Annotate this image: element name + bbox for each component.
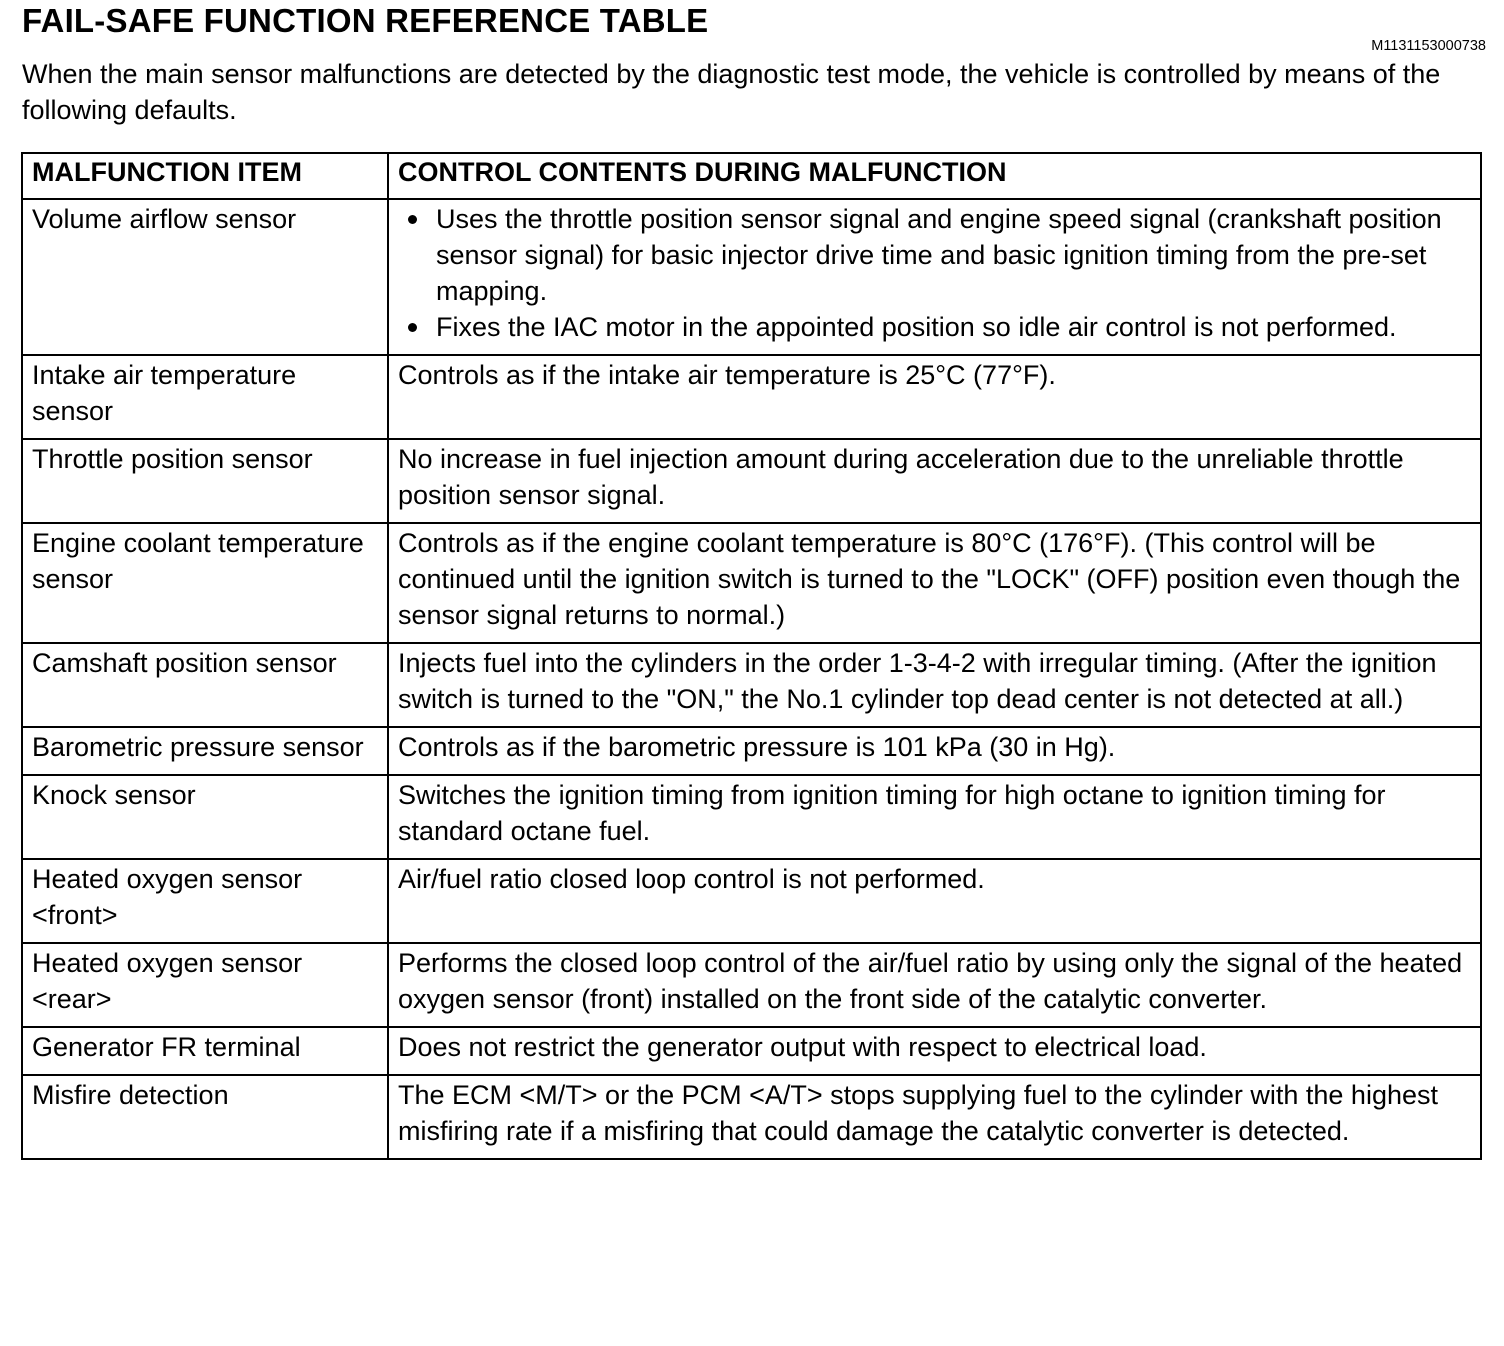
table-row: [22, 199, 1481, 355]
control-contents-cell: No increase in fuel injection amount during acceleration due to the unreliable throttle position sensor signal.: [388, 439, 1481, 523]
control-contents-cell: Controls as if the intake air temperature is 25°C (77°F).: [388, 355, 1481, 439]
malfunction-item-cell: Misfire detection: [22, 1075, 388, 1159]
bullet-item: Fixes the IAC motor in the appointed position so idle air control is not performed.: [398, 309, 1476, 345]
fail-safe-table: [21, 152, 1482, 1160]
malfunction-item-cell: Intake air temperature sensor: [22, 355, 388, 439]
malfunction-item-cell: Generator FR terminal: [22, 1027, 388, 1075]
malfunction-item-cell: Barometric pressure sensor: [22, 727, 388, 775]
table-row: [22, 1075, 1481, 1159]
control-contents-cell: Controls as if the barometric pressure is 101 kPa (30 in Hg).: [388, 727, 1481, 775]
malfunction-item-cell: Knock sensor: [22, 775, 388, 859]
control-contents-cell: Switches the ignition timing from ignition timing for high octane to ignition timing for standard octane fuel.: [388, 775, 1481, 859]
table-row: [22, 643, 1481, 727]
control-contents-cell: Controls as if the engine coolant temperature is 80°C (176°F). (This control will be continued until the ignition switch is turned to the "LOCK" (OFF) position even though the sensor signal returns to normal.): [388, 523, 1481, 643]
table-row: [22, 727, 1481, 775]
table-row: [22, 859, 1481, 943]
table-row: [22, 439, 1481, 523]
malfunction-item-cell: Volume airflow sensor: [22, 199, 388, 355]
table-row: [22, 943, 1481, 1027]
table-row: [22, 523, 1481, 643]
page-title: FAIL-SAFE FUNCTION REFERENCE TABLE: [22, 2, 709, 39]
malfunction-item-cell: Engine coolant temperature sensor: [22, 523, 388, 643]
control-contents-cell: Does not restrict the generator output with respect to electrical load.: [388, 1027, 1481, 1075]
table-row: [22, 355, 1481, 439]
bullet-item: Uses the throttle position sensor signal and engine speed signal (crankshaft position sensor signal) for basic injector drive time and basic ignition timing from the pre-set mapping.: [398, 201, 1476, 309]
control-contents-cell: The ECM <M/T> or the PCM <A/T> stops supplying fuel to the cylinder with the highest misfiring rate if a misfiring that could damage the catalytic converter is detected.: [388, 1075, 1481, 1159]
table-row: [22, 1027, 1481, 1075]
control-contents-cell: [388, 199, 1481, 355]
control-contents-cell: Performs the closed loop control of the air/fuel ratio by using only the signal of the heated oxygen sensor (front) installed on the front side of the catalytic converter.: [388, 943, 1481, 1027]
header-malfunction-item: MALFUNCTION ITEM: [22, 153, 388, 199]
header-control-contents: CONTROL CONTENTS DURING MALFUNCTION: [388, 153, 1481, 199]
document-id: M1131153000738: [1371, 38, 1486, 54]
table-row: [22, 775, 1481, 859]
control-contents-cell: Injects fuel into the cylinders in the order 1-3-4-2 with irregular timing. (After the ignition switch is turned to the "ON," the No.1 cylinder top dead center is not detected at all.): [388, 643, 1481, 727]
intro-paragraph: When the main sensor malfunctions are detected by the diagnostic test mode, the vehicle is controlled by means of the following defaults.: [22, 59, 1441, 125]
malfunction-item-cell: Heated oxygen sensor <front>: [22, 859, 388, 943]
malfunction-item-cell: Heated oxygen sensor <rear>: [22, 943, 388, 1027]
table-header-row: [22, 153, 1481, 199]
bullet-list: [398, 201, 1476, 345]
control-contents-cell: Air/fuel ratio closed loop control is not performed.: [388, 859, 1481, 943]
malfunction-item-cell: Camshaft position sensor: [22, 643, 388, 727]
malfunction-item-cell: Throttle position sensor: [22, 439, 388, 523]
